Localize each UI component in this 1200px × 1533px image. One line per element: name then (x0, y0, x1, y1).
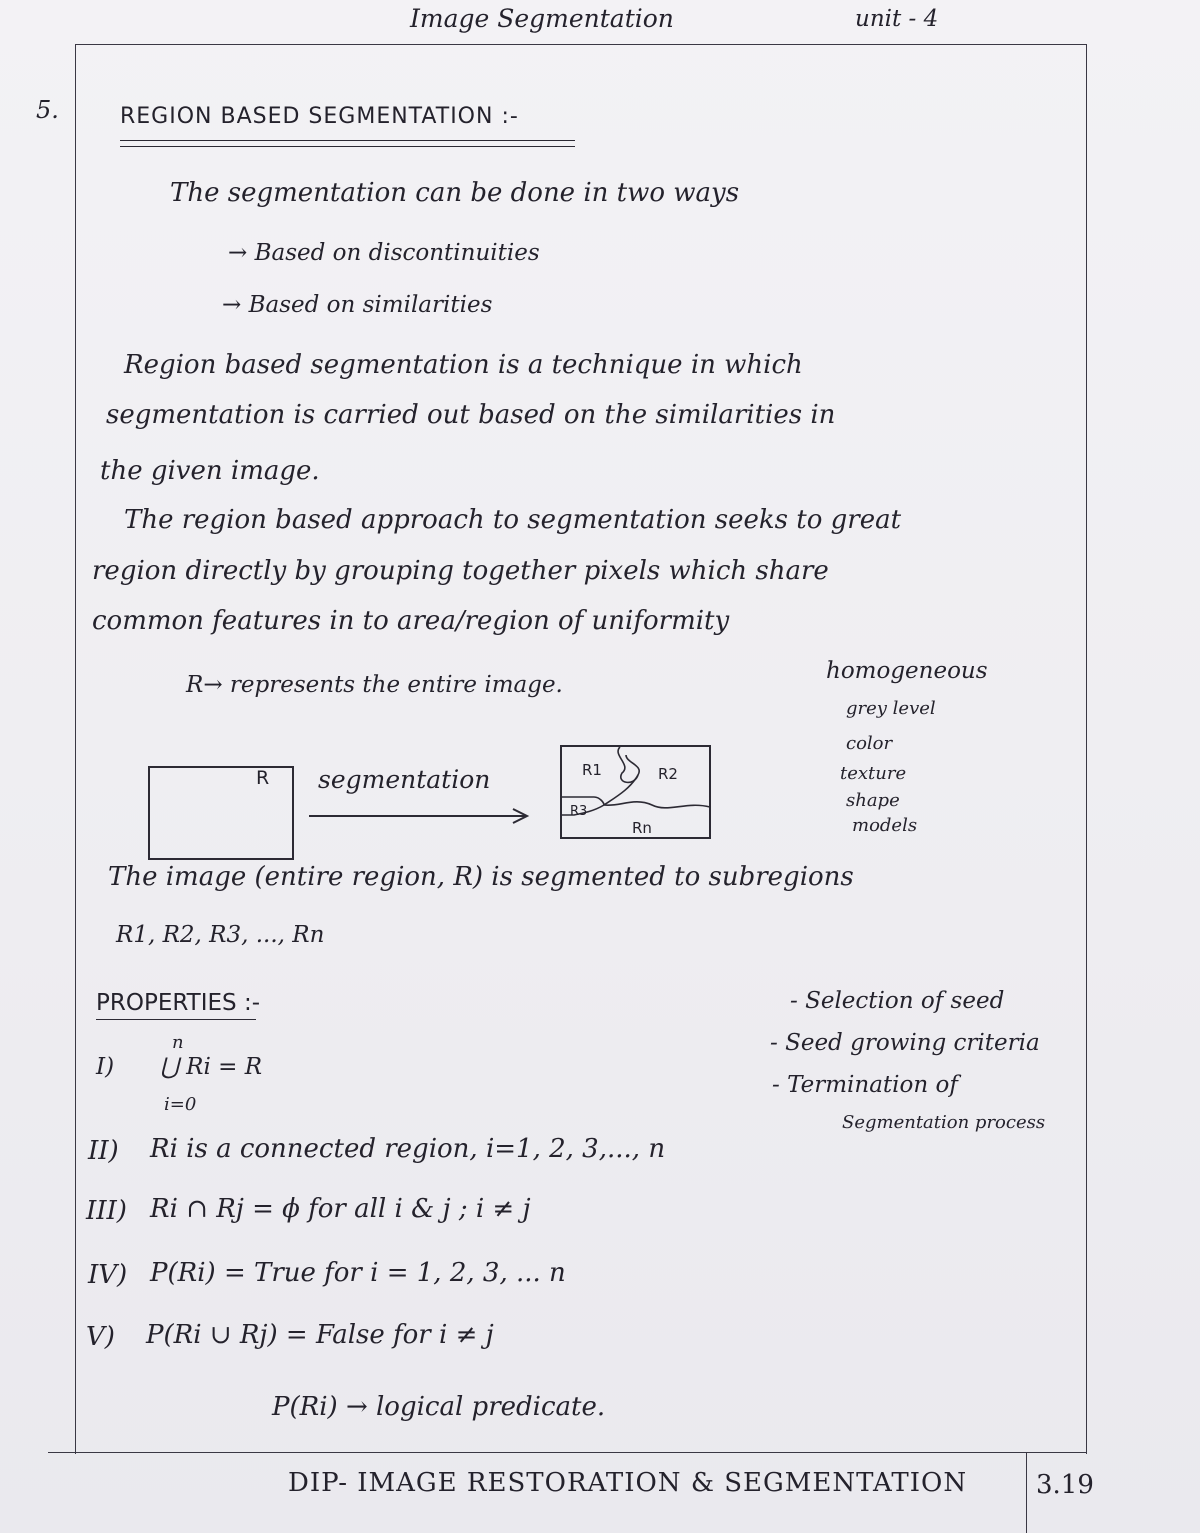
region-label: R1 (582, 761, 602, 779)
side-note-item: color (846, 733, 893, 754)
predicate-note: P(Ri) → logical predicate. (272, 1392, 606, 1422)
segmentation-arrow-label: segmentation (318, 765, 491, 794)
paragraph-line: Region based segmentation is a technique in which (124, 350, 803, 380)
property-text: Ri is a connected region, i=1, 2, 3,..., n (150, 1134, 666, 1164)
heading-underline (120, 140, 575, 141)
way-item: → Based on discontinuities (228, 240, 540, 266)
property-text: Ri ∩ Rj = ϕ for all i & j ; i ≠ j (150, 1194, 531, 1224)
paragraph-line: the given image. (100, 456, 320, 486)
side-note-title: homogeneous (826, 658, 988, 684)
side-note-item: shape (846, 790, 900, 811)
side-note-item: grey level (846, 698, 936, 719)
whole-image-box (148, 766, 294, 860)
property-text: P(Ri ∪ Rj) = False for i ≠ j (146, 1320, 494, 1350)
growing-note: - Selection of seed (790, 988, 1005, 1014)
header-topic: Image Segmentation (410, 4, 674, 33)
footer-title: DIP- IMAGE RESTORATION & SEGMENTATION (288, 1468, 968, 1498)
property-text: ⋃ Ri = R (160, 1054, 263, 1080)
region-label: R2 (658, 765, 678, 783)
region-label: R3 (570, 804, 588, 819)
union-lower-limit: i=0 (164, 1094, 197, 1115)
property-number: IV) (88, 1260, 128, 1290)
properties-title: PROPERTIES :- (96, 990, 260, 1016)
page-border-right (1086, 44, 1087, 1454)
paragraph-line: The region based approach to segmentation seeks to great (124, 505, 902, 535)
property-number: V) (86, 1322, 115, 1352)
page-border-left (75, 44, 76, 1454)
page-number: 3.19 (1036, 1470, 1094, 1500)
property-number: III) (86, 1196, 127, 1226)
section-heading: REGION BASED SEGMENTATION :- (120, 104, 519, 129)
properties-underline (96, 1019, 256, 1020)
paragraph-line: region directly by grouping together pixels which share (92, 556, 829, 586)
whole-image-label: R (256, 767, 270, 789)
intro-line: The segmentation can be done in two ways (170, 178, 740, 208)
paragraph-line: common features in to area/region of uniformity (92, 606, 730, 636)
property-text: P(Ri) = True for i = 1, 2, 3, ... n (150, 1258, 566, 1288)
growing-note: - Seed growing criteria (770, 1030, 1040, 1056)
region-boundary (604, 802, 710, 808)
property-number: I) (96, 1054, 115, 1080)
page-border-top (75, 44, 1087, 45)
side-note-item: texture (840, 763, 907, 784)
heading-underline (120, 146, 575, 147)
paragraph-line: segmentation is carried out based on the similarities in (106, 400, 836, 430)
subregions-line: The image (entire region, R) is segmented to subregions (108, 862, 854, 892)
property-number: II) (88, 1136, 119, 1166)
header-unit: unit - 4 (855, 6, 939, 32)
page-border-bottom (48, 1452, 1087, 1453)
way-item: → Based on similarities (222, 292, 493, 318)
segmentation-arrow (305, 806, 535, 826)
subregions-list: R1, R2, R3, ..., Rn (116, 922, 325, 948)
region-label: Rn (632, 819, 652, 837)
question-number: 5. (36, 96, 59, 124)
represents-line: R→ represents the entire image. (186, 672, 563, 698)
footer-divider (1026, 1452, 1027, 1533)
growing-note: - Termination of (772, 1072, 958, 1098)
union-upper-limit: n (172, 1032, 184, 1053)
growing-note: Segmentation process (842, 1112, 1046, 1133)
side-note-item: models (852, 815, 918, 836)
segmented-regions-diagram (560, 745, 712, 841)
